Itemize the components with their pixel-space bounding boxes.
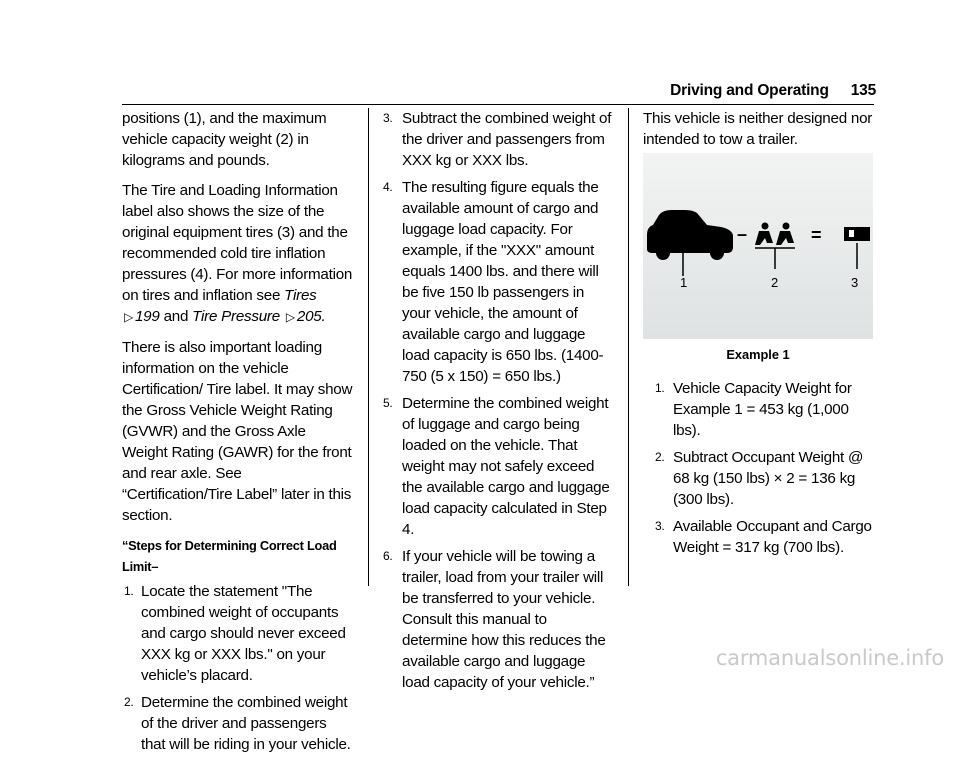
steps-subheading: “Steps for Determining Correct Load Limit– — [122, 538, 337, 574]
list-item — [383, 177, 615, 387]
figure-graphic — [643, 153, 873, 339]
step-text: Available Occupant and Cargo Weight = 317 kg (700 lbs). — [673, 518, 872, 556]
step-number: 1. — [124, 584, 134, 598]
column-3 — [643, 108, 875, 159]
list-item — [383, 393, 615, 540]
step-number: 2. — [124, 695, 134, 709]
paragraph: positions (1), and the maximum vehicle capacity weight (2) in kilograms and pounds. — [122, 110, 327, 169]
period: . — [321, 308, 326, 325]
page-ref-icon: ▷ — [285, 310, 295, 324]
column-2 — [383, 108, 615, 699]
cargo-icon — [844, 227, 870, 269]
step-text: Subtract Occupant Weight @ 68 kg (150 lbs) × 2 = 136 kg (300 lbs). — [673, 449, 864, 508]
step-number: 3. — [655, 519, 665, 533]
column-divider — [368, 108, 369, 586]
steps-list — [643, 378, 875, 558]
step-number: 3. — [383, 111, 393, 125]
steps-list — [383, 108, 615, 693]
tires-link[interactable]: Tires — [284, 287, 317, 304]
figure-label-3: 3 — [851, 275, 859, 290]
step-text: Determine the combined weight of luggage and cargo being loaded on the vehicle. That weight may not safely exceed the available cargo and luggage load capacity calculated in Step 4. — [402, 395, 610, 538]
step-number: 6. — [383, 549, 393, 563]
paragraph-text: The Tire and Loading Information label also shows the size of the original equipment tires (3) and the recommended cold tire inflation pressures (4). For more information on tires and inflation see — [122, 182, 353, 304]
tire-pressure-page-ref[interactable]: 205 — [296, 308, 322, 325]
list-item — [122, 692, 354, 755]
paragraph: There is also important loading information on the vehicle Certification/ Tire label. It may show the Gross Vehicle Weight Rating (GVWR) and the Gross Axle Weight Rating (GAWR) for the front and rear axle. See “Certification/Tire Label” later in this section. — [122, 339, 353, 524]
equals-sign: = — [811, 225, 822, 245]
step-number: 4. — [383, 180, 393, 194]
list-item — [122, 581, 354, 686]
section-title: Driving and Operating — [670, 82, 829, 99]
header-rule — [122, 104, 874, 105]
figure-label-1: 1 — [680, 275, 688, 290]
paragraph-tires-info — [122, 180, 354, 328]
car-icon — [647, 210, 733, 276]
paragraph: This vehicle is neither designed nor intended to tow a trailer. — [643, 110, 873, 148]
page-ref-icon: ▷ — [124, 310, 133, 324]
steps-list — [122, 581, 354, 755]
column-divider — [628, 108, 629, 586]
step-text: The resulting figure equals the available amount of cargo and luggage load capacity. For example, if the "XXX" amount equals 1400 lbs. and there will be five 150 lb passengers in your vehicle, the amount of available cargo and luggage load capacity is 650 lbs. (1400-750 (5 x 150) = 650 lbs.) — [402, 179, 604, 385]
list-item — [383, 108, 615, 171]
tire-pressure-link[interactable]: Tire Pressure — [192, 308, 280, 325]
watermark: carmanualsonline.info — [715, 646, 944, 670]
example-steps — [643, 378, 875, 564]
page-number: 135 — [850, 82, 876, 99]
list-item — [643, 516, 875, 558]
step-text: If your vehicle will be towing a trailer, load from your trailer will be transferred to your vehicle. Consult this manual to determine how this reduces the available cargo and luggage load capacity of your vehicle.” — [402, 548, 606, 691]
figure-caption: Example 1 — [726, 347, 790, 362]
list-item — [643, 447, 875, 510]
figure-label-2: 2 — [771, 275, 779, 290]
step-number: 5. — [383, 396, 393, 410]
step-text: Vehicle Capacity Weight for Example 1 = 453 kg (1,000 lbs). — [673, 380, 852, 439]
list-item — [383, 546, 615, 693]
step-text: Subtract the combined weight of the driver and passengers from XXX kg or XXX lbs. — [402, 110, 612, 169]
step-number: 1. — [655, 381, 665, 395]
tires-page-ref[interactable]: 199 — [134, 308, 160, 325]
and-text: and — [163, 308, 189, 325]
occupants-icon — [755, 223, 795, 270]
step-text: Locate the statement "The combined weight of occupants and cargo should never exceed XXX kg or XXX lbs." on your vehicle’s placard. — [141, 583, 346, 684]
column-1 — [122, 108, 354, 761]
page-header — [670, 82, 876, 100]
step-text: Determine the combined weight of the driver and passengers that will be riding in your vehicle. — [141, 694, 351, 753]
step-number: 2. — [655, 450, 665, 464]
minus-sign: – — [737, 224, 748, 244]
list-item — [643, 378, 875, 441]
load-example-figure — [643, 153, 873, 339]
